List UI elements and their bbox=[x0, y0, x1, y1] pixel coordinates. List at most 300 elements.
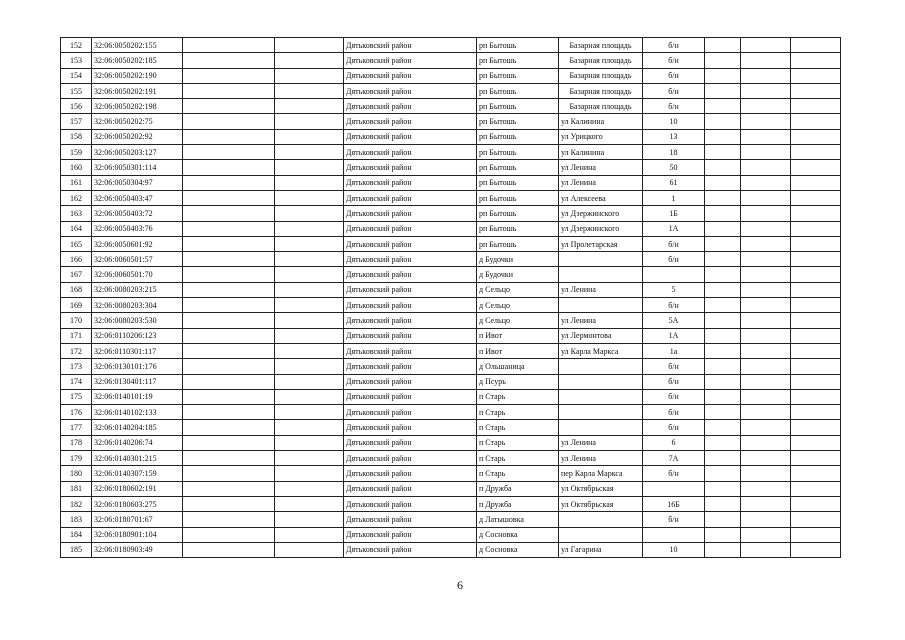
district: Дятьковский район bbox=[344, 481, 477, 496]
empty-cell bbox=[741, 313, 791, 328]
empty-cell bbox=[183, 175, 275, 190]
cadastral-number: 32:06:0050403:72 bbox=[92, 206, 183, 221]
street bbox=[559, 405, 643, 420]
row-number: 156 bbox=[61, 99, 92, 114]
house-number: 16Б bbox=[643, 496, 705, 511]
house-number: б/н bbox=[643, 53, 705, 68]
street: ул Калинина bbox=[559, 145, 643, 160]
table-row bbox=[61, 99, 841, 114]
district: Дятьковский район bbox=[344, 206, 477, 221]
empty-cell bbox=[275, 389, 344, 404]
empty-cell bbox=[183, 496, 275, 511]
empty-cell bbox=[741, 435, 791, 450]
settlement: д Будочки bbox=[477, 252, 559, 267]
empty-cell bbox=[275, 114, 344, 129]
street: ул Ленина bbox=[559, 282, 643, 297]
district: Дятьковский район bbox=[344, 114, 477, 129]
street: ул Урицкого bbox=[559, 129, 643, 144]
table-row bbox=[61, 481, 841, 496]
settlement: п Дружба bbox=[477, 481, 559, 496]
settlement: п Старь bbox=[477, 451, 559, 466]
empty-cell bbox=[741, 420, 791, 435]
cadastral-number: 32:06:0080203:530 bbox=[92, 313, 183, 328]
empty-cell bbox=[791, 68, 841, 83]
empty-cell bbox=[791, 38, 841, 53]
empty-cell bbox=[183, 252, 275, 267]
empty-cell bbox=[275, 298, 344, 313]
empty-cell bbox=[275, 542, 344, 557]
cadastral-number: 32:06:0140307:159 bbox=[92, 466, 183, 481]
empty-cell bbox=[791, 343, 841, 358]
street bbox=[559, 512, 643, 527]
street: ул Дзержинского bbox=[559, 206, 643, 221]
empty-cell bbox=[705, 160, 741, 175]
empty-cell bbox=[275, 38, 344, 53]
empty-cell bbox=[791, 114, 841, 129]
empty-cell bbox=[741, 68, 791, 83]
table-row bbox=[61, 496, 841, 511]
cadastral-number: 32:06:0060501:70 bbox=[92, 267, 183, 282]
cadastral-number: 32:06:0130101:176 bbox=[92, 359, 183, 374]
house-number: б/н bbox=[643, 389, 705, 404]
street: ул Дзержинского bbox=[559, 221, 643, 236]
empty-cell bbox=[275, 221, 344, 236]
house-number: б/н bbox=[643, 405, 705, 420]
district: Дятьковский район bbox=[344, 527, 477, 542]
empty-cell bbox=[705, 145, 741, 160]
table-body bbox=[61, 38, 841, 558]
empty-cell bbox=[275, 466, 344, 481]
district: Дятьковский район bbox=[344, 236, 477, 251]
empty-cell bbox=[705, 129, 741, 144]
empty-cell bbox=[275, 496, 344, 511]
empty-cell bbox=[741, 99, 791, 114]
property-register-table bbox=[60, 37, 841, 558]
house-number: 13 bbox=[643, 129, 705, 144]
empty-cell bbox=[275, 190, 344, 205]
house-number bbox=[643, 527, 705, 542]
table-row bbox=[61, 466, 841, 481]
empty-cell bbox=[275, 175, 344, 190]
empty-cell bbox=[705, 466, 741, 481]
empty-cell bbox=[741, 451, 791, 466]
district: Дятьковский район bbox=[344, 435, 477, 450]
table-row bbox=[61, 206, 841, 221]
empty-cell bbox=[183, 435, 275, 450]
table-row bbox=[61, 451, 841, 466]
empty-cell bbox=[791, 466, 841, 481]
table-row bbox=[61, 68, 841, 83]
empty-cell bbox=[741, 343, 791, 358]
settlement: рп Бытошь bbox=[477, 190, 559, 205]
street: Базарная площадь bbox=[559, 68, 643, 83]
cadastral-number: 32:06:0140301:215 bbox=[92, 451, 183, 466]
empty-cell bbox=[705, 282, 741, 297]
empty-cell bbox=[275, 129, 344, 144]
row-number: 167 bbox=[61, 267, 92, 282]
empty-cell bbox=[791, 83, 841, 98]
empty-cell bbox=[791, 420, 841, 435]
empty-cell bbox=[741, 252, 791, 267]
row-number: 153 bbox=[61, 53, 92, 68]
district: Дятьковский район bbox=[344, 160, 477, 175]
empty-cell bbox=[183, 481, 275, 496]
empty-cell bbox=[705, 53, 741, 68]
district: Дятьковский район bbox=[344, 145, 477, 160]
empty-cell bbox=[275, 328, 344, 343]
empty-cell bbox=[183, 83, 275, 98]
empty-cell bbox=[183, 282, 275, 297]
district: Дятьковский район bbox=[344, 129, 477, 144]
row-number: 165 bbox=[61, 236, 92, 251]
empty-cell bbox=[183, 160, 275, 175]
district: Дятьковский район bbox=[344, 83, 477, 98]
settlement: д Сосновка bbox=[477, 527, 559, 542]
street bbox=[559, 298, 643, 313]
empty-cell bbox=[275, 160, 344, 175]
row-number: 162 bbox=[61, 190, 92, 205]
district: Дятьковский район bbox=[344, 313, 477, 328]
row-number: 169 bbox=[61, 298, 92, 313]
empty-cell bbox=[741, 221, 791, 236]
empty-cell bbox=[705, 481, 741, 496]
empty-cell bbox=[275, 282, 344, 297]
empty-cell bbox=[275, 343, 344, 358]
empty-cell bbox=[705, 420, 741, 435]
district: Дятьковский район bbox=[344, 512, 477, 527]
settlement: п Старь bbox=[477, 405, 559, 420]
settlement: д Сосновка bbox=[477, 542, 559, 557]
table-row bbox=[61, 343, 841, 358]
district: Дятьковский район bbox=[344, 451, 477, 466]
settlement: рп Бытошь bbox=[477, 38, 559, 53]
row-number: 181 bbox=[61, 481, 92, 496]
empty-cell bbox=[741, 83, 791, 98]
empty-cell bbox=[705, 38, 741, 53]
table-row bbox=[61, 38, 841, 53]
settlement: рп Бытошь bbox=[477, 221, 559, 236]
empty-cell bbox=[183, 405, 275, 420]
empty-cell bbox=[791, 542, 841, 557]
empty-cell bbox=[183, 512, 275, 527]
row-number: 166 bbox=[61, 252, 92, 267]
empty-cell bbox=[183, 527, 275, 542]
table-row bbox=[61, 53, 841, 68]
empty-cell bbox=[791, 267, 841, 282]
row-number: 161 bbox=[61, 175, 92, 190]
cadastral-number: 32:06:0050202:75 bbox=[92, 114, 183, 129]
empty-cell bbox=[183, 99, 275, 114]
street bbox=[559, 420, 643, 435]
row-number: 159 bbox=[61, 145, 92, 160]
row-number: 174 bbox=[61, 374, 92, 389]
empty-cell bbox=[741, 129, 791, 144]
empty-cell bbox=[741, 374, 791, 389]
row-number: 152 bbox=[61, 38, 92, 53]
house-number: б/н bbox=[643, 298, 705, 313]
empty-cell bbox=[741, 328, 791, 343]
table-row bbox=[61, 129, 841, 144]
house-number: б/н bbox=[643, 466, 705, 481]
table-row bbox=[61, 236, 841, 251]
empty-cell bbox=[791, 236, 841, 251]
empty-cell bbox=[741, 236, 791, 251]
empty-cell bbox=[183, 53, 275, 68]
house-number: 1А bbox=[643, 328, 705, 343]
table-row bbox=[61, 389, 841, 404]
table-row bbox=[61, 252, 841, 267]
street: Базарная площадь bbox=[559, 83, 643, 98]
row-number: 173 bbox=[61, 359, 92, 374]
house-number: б/н bbox=[643, 359, 705, 374]
empty-cell bbox=[791, 190, 841, 205]
table-row bbox=[61, 282, 841, 297]
house-number: 18 bbox=[643, 145, 705, 160]
empty-cell bbox=[183, 267, 275, 282]
row-number: 164 bbox=[61, 221, 92, 236]
settlement: д Сельцо bbox=[477, 282, 559, 297]
empty-cell bbox=[183, 466, 275, 481]
empty-cell bbox=[705, 328, 741, 343]
cadastral-number: 32:06:0050202:191 bbox=[92, 83, 183, 98]
empty-cell bbox=[183, 298, 275, 313]
row-number: 183 bbox=[61, 512, 92, 527]
cadastral-number: 32:06:0050203:127 bbox=[92, 145, 183, 160]
empty-cell bbox=[705, 68, 741, 83]
empty-cell bbox=[275, 435, 344, 450]
empty-cell bbox=[791, 160, 841, 175]
street: ул Карла Маркса bbox=[559, 343, 643, 358]
empty-cell bbox=[705, 190, 741, 205]
empty-cell bbox=[741, 481, 791, 496]
house-number: б/н bbox=[643, 68, 705, 83]
empty-cell bbox=[705, 221, 741, 236]
empty-cell bbox=[275, 420, 344, 435]
empty-cell bbox=[183, 38, 275, 53]
street: ул Пролетарская bbox=[559, 236, 643, 251]
house-number: б/н bbox=[643, 236, 705, 251]
empty-cell bbox=[705, 496, 741, 511]
district: Дятьковский район bbox=[344, 267, 477, 282]
street bbox=[559, 359, 643, 374]
table-row bbox=[61, 527, 841, 542]
settlement: п Дружба bbox=[477, 496, 559, 511]
empty-cell bbox=[275, 83, 344, 98]
house-number: б/н bbox=[643, 420, 705, 435]
cadastral-number: 32:06:0050202:190 bbox=[92, 68, 183, 83]
empty-cell bbox=[275, 374, 344, 389]
empty-cell bbox=[183, 221, 275, 236]
street bbox=[559, 252, 643, 267]
cadastral-number: 32:06:0140206:74 bbox=[92, 435, 183, 450]
street: ул Ленина bbox=[559, 160, 643, 175]
empty-cell bbox=[183, 359, 275, 374]
empty-cell bbox=[275, 481, 344, 496]
empty-cell bbox=[791, 481, 841, 496]
empty-cell bbox=[741, 527, 791, 542]
house-number: 5А bbox=[643, 313, 705, 328]
settlement: д Ольшаница bbox=[477, 359, 559, 374]
cadastral-number: 32:06:0080203:304 bbox=[92, 298, 183, 313]
street: пер Карла Маркса bbox=[559, 466, 643, 481]
district: Дятьковский район bbox=[344, 420, 477, 435]
empty-cell bbox=[791, 435, 841, 450]
table-row bbox=[61, 374, 841, 389]
street: Базарная площадь bbox=[559, 99, 643, 114]
empty-cell bbox=[741, 542, 791, 557]
empty-cell bbox=[705, 389, 741, 404]
district: Дятьковский район bbox=[344, 328, 477, 343]
settlement: рп Бытошь bbox=[477, 145, 559, 160]
row-number: 179 bbox=[61, 451, 92, 466]
settlement: рп Бытошь bbox=[477, 83, 559, 98]
empty-cell bbox=[791, 313, 841, 328]
cadastral-number: 32:06:0180602:191 bbox=[92, 481, 183, 496]
district: Дятьковский район bbox=[344, 542, 477, 557]
cadastral-number: 32:06:0050202:155 bbox=[92, 38, 183, 53]
street: ул Ленина bbox=[559, 175, 643, 190]
settlement: д Сельцо bbox=[477, 298, 559, 313]
table-row bbox=[61, 359, 841, 374]
empty-cell bbox=[741, 38, 791, 53]
table-row bbox=[61, 83, 841, 98]
empty-cell bbox=[705, 512, 741, 527]
settlement: п Ивот bbox=[477, 343, 559, 358]
house-number: 1Б bbox=[643, 206, 705, 221]
settlement: п Ивот bbox=[477, 328, 559, 343]
district: Дятьковский район bbox=[344, 496, 477, 511]
empty-cell bbox=[183, 420, 275, 435]
empty-cell bbox=[791, 99, 841, 114]
empty-cell bbox=[791, 282, 841, 297]
house-number: 1А bbox=[643, 221, 705, 236]
empty-cell bbox=[741, 53, 791, 68]
row-number: 182 bbox=[61, 496, 92, 511]
row-number: 170 bbox=[61, 313, 92, 328]
street bbox=[559, 527, 643, 542]
district: Дятьковский район bbox=[344, 221, 477, 236]
empty-cell bbox=[705, 252, 741, 267]
empty-cell bbox=[275, 512, 344, 527]
table-row bbox=[61, 114, 841, 129]
empty-cell bbox=[791, 298, 841, 313]
empty-cell bbox=[183, 206, 275, 221]
empty-cell bbox=[183, 343, 275, 358]
house-number: 61 bbox=[643, 175, 705, 190]
empty-cell bbox=[183, 451, 275, 466]
settlement: п Старь bbox=[477, 420, 559, 435]
empty-cell bbox=[275, 527, 344, 542]
street bbox=[559, 267, 643, 282]
house-number: 10 bbox=[643, 114, 705, 129]
house-number: б/н bbox=[643, 83, 705, 98]
district: Дятьковский район bbox=[344, 466, 477, 481]
empty-cell bbox=[791, 175, 841, 190]
cadastral-number: 32:06:0050301:114 bbox=[92, 160, 183, 175]
district: Дятьковский район bbox=[344, 298, 477, 313]
empty-cell bbox=[741, 145, 791, 160]
table-row bbox=[61, 160, 841, 175]
settlement: п Старь bbox=[477, 466, 559, 481]
house-number: 5 bbox=[643, 282, 705, 297]
empty-cell bbox=[741, 267, 791, 282]
empty-cell bbox=[275, 313, 344, 328]
table-row bbox=[61, 420, 841, 435]
settlement: рп Бытошь bbox=[477, 160, 559, 175]
empty-cell bbox=[741, 114, 791, 129]
empty-cell bbox=[275, 145, 344, 160]
district: Дятьковский район bbox=[344, 38, 477, 53]
street bbox=[559, 374, 643, 389]
empty-cell bbox=[741, 405, 791, 420]
empty-cell bbox=[705, 114, 741, 129]
empty-cell bbox=[705, 451, 741, 466]
cadastral-number: 32:06:0110206:123 bbox=[92, 328, 183, 343]
house-number: 7А bbox=[643, 451, 705, 466]
street: ул Ленина bbox=[559, 451, 643, 466]
settlement: рп Бытошь bbox=[477, 114, 559, 129]
table-row bbox=[61, 542, 841, 557]
row-number: 184 bbox=[61, 527, 92, 542]
cadastral-number: 32:06:0140102:133 bbox=[92, 405, 183, 420]
empty-cell bbox=[183, 389, 275, 404]
table-row bbox=[61, 313, 841, 328]
empty-cell bbox=[791, 53, 841, 68]
page-number: 6 bbox=[457, 578, 463, 592]
house-number bbox=[643, 481, 705, 496]
empty-cell bbox=[791, 527, 841, 542]
empty-cell bbox=[741, 496, 791, 511]
table-row bbox=[61, 328, 841, 343]
empty-cell bbox=[791, 221, 841, 236]
empty-cell bbox=[791, 145, 841, 160]
empty-cell bbox=[183, 129, 275, 144]
empty-cell bbox=[183, 68, 275, 83]
cadastral-number: 32:06:0130401:117 bbox=[92, 374, 183, 389]
empty-cell bbox=[705, 405, 741, 420]
empty-cell bbox=[275, 359, 344, 374]
house-number: 1 bbox=[643, 190, 705, 205]
district: Дятьковский район bbox=[344, 282, 477, 297]
house-number: б/н bbox=[643, 374, 705, 389]
empty-cell bbox=[705, 298, 741, 313]
empty-cell bbox=[705, 542, 741, 557]
empty-cell bbox=[183, 542, 275, 557]
house-number: 6 bbox=[643, 435, 705, 450]
table-row bbox=[61, 190, 841, 205]
empty-cell bbox=[791, 496, 841, 511]
empty-cell bbox=[705, 267, 741, 282]
empty-cell bbox=[705, 175, 741, 190]
street: ул Ленина bbox=[559, 313, 643, 328]
empty-cell bbox=[183, 190, 275, 205]
empty-cell bbox=[275, 252, 344, 267]
empty-cell bbox=[741, 359, 791, 374]
empty-cell bbox=[741, 466, 791, 481]
empty-cell bbox=[183, 145, 275, 160]
cadastral-number: 32:06:0050601:92 bbox=[92, 236, 183, 251]
empty-cell bbox=[791, 389, 841, 404]
cadastral-number: 32:06:0080203:215 bbox=[92, 282, 183, 297]
row-number: 160 bbox=[61, 160, 92, 175]
row-number: 154 bbox=[61, 68, 92, 83]
house-number: 50 bbox=[643, 160, 705, 175]
cadastral-number: 32:06:0050403:47 bbox=[92, 190, 183, 205]
district: Дятьковский район bbox=[344, 405, 477, 420]
table-row bbox=[61, 405, 841, 420]
empty-cell bbox=[183, 313, 275, 328]
cadastral-number: 32:06:0050202:198 bbox=[92, 99, 183, 114]
